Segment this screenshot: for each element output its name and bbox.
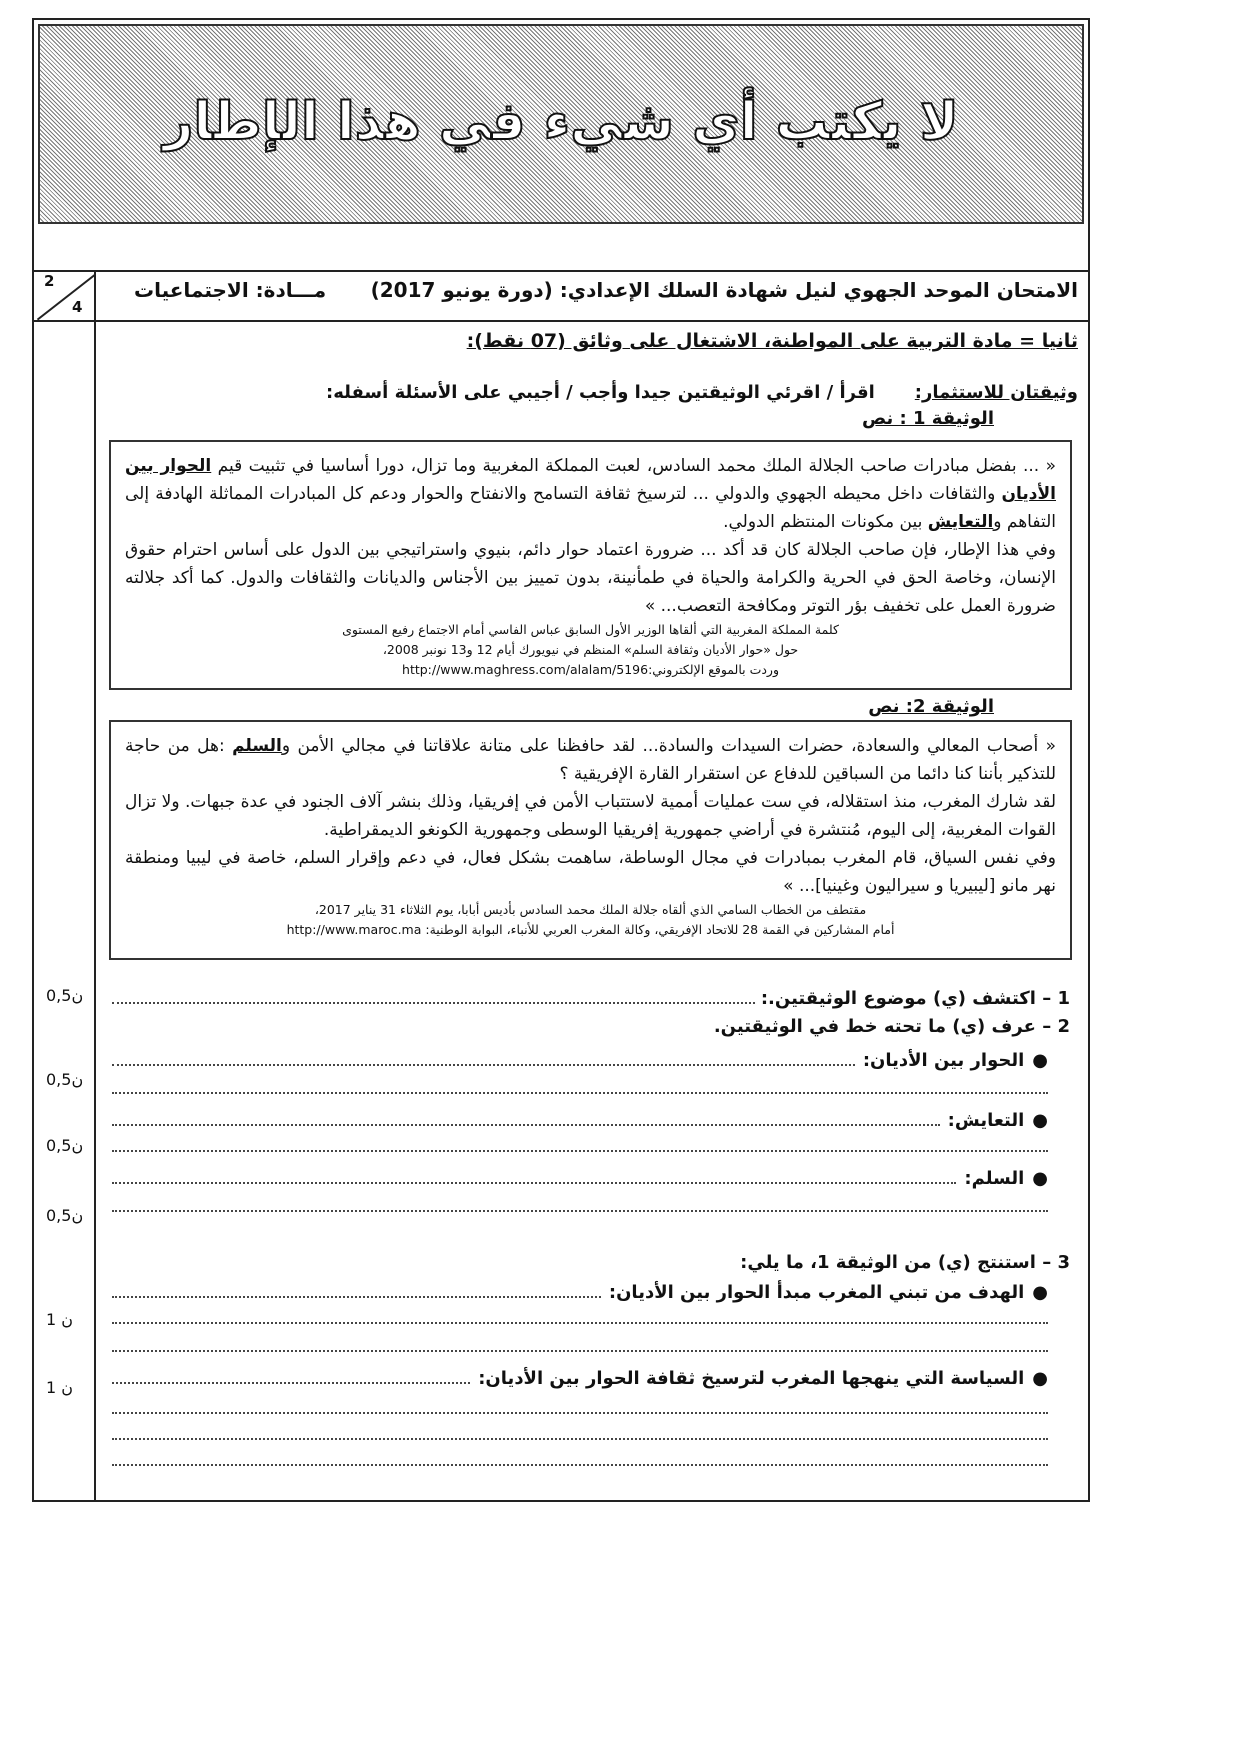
answer-line[interactable]	[112, 1150, 1048, 1152]
source: كلمة المملكة المغربية التي ألقاها الوزير الأول السابق عباس الفاسي أمام الاجتماع رفيع المستوى	[342, 622, 839, 637]
document-2	[109, 720, 1072, 960]
question-text: الحوار بين الأديان:	[862, 1050, 1025, 1071]
question-text: السلم:	[964, 1168, 1025, 1189]
answer-line[interactable]	[112, 1002, 755, 1004]
answer-line[interactable]	[112, 1412, 1048, 1414]
subject: مـــادة: الاجتماعيات	[134, 278, 327, 302]
question-text: 3 – استنتج (ي) من الوثيقة 1، ما يلي:	[740, 1252, 1070, 1273]
text: وفي هذا الإطار، فإن صاحب الجلالة كان قد أكد ... ضرورة اعتماد حوار دائم، بنيوي واستراتيجي بين الدول على أساس احترام حقوق الإنسان، وخاصة الحق في الحرية والكرامة والحياة في طمأنينة، بدون تمييز بين الأجناس والديانات والثقافات والدول. كما أكد جلالته ضرورة العمل على تخفيف بؤر التوتر ومكافحة التعصب... »	[125, 540, 1056, 616]
section-title: ثانيا = مادة التربية على المواطنة، الاشتغال على وثائق (07 نقط):	[466, 330, 1078, 352]
mark: 1 ن	[46, 1310, 74, 1329]
answer-line[interactable]	[112, 1064, 855, 1066]
answer-line[interactable]	[112, 1322, 1048, 1324]
question-2c	[112, 1168, 1048, 1189]
question-text: السياسة التي ينهجها المغرب لترسيخ ثقافة الحوار بين الأديان:	[478, 1368, 1025, 1389]
mark: 0,5ن	[46, 986, 84, 1005]
exam-header	[104, 278, 1078, 302]
bullet-icon: ●	[1032, 1368, 1048, 1389]
answer-line[interactable]	[112, 1438, 1048, 1440]
exam-page	[32, 18, 1090, 1502]
bullet-icon: ●	[1032, 1110, 1048, 1131]
answer-line[interactable]	[112, 1092, 1048, 1094]
source: وردت بالموقع الإلكتروني:http://www.maghress.com/alalam/5196	[402, 662, 779, 677]
doc2-title: الوثيقة 2: نص	[868, 696, 994, 717]
question-1	[112, 988, 1070, 1009]
text: بين مكونات المنتظم الدولي.	[723, 512, 928, 532]
question-text: 2 – عرف (ي) ما تحته خط في الوثيقتين.	[713, 1016, 1070, 1037]
instructions	[104, 382, 1078, 403]
question-3a	[112, 1282, 1048, 1303]
source: أمام المشاركين في القمة 28 للاتحاد الإفريقي، وكالة المغرب العربي للأنباء، البوابة الوطنية: http://www.maroc.ma	[286, 922, 895, 937]
answer-line[interactable]	[112, 1464, 1048, 1466]
question-2a	[112, 1050, 1048, 1071]
do-not-write-banner	[38, 24, 1084, 224]
answer-line[interactable]	[112, 1382, 470, 1384]
bullet-icon: ●	[1032, 1282, 1048, 1303]
text: لقد شارك المغرب، منذ استقلاله، في ست عمليات أممية لاستتباب الأمن في إفريقيا، وذلك بنشر آلاف الجنود في عدة جبهات. ولا تزال القوات المغربية، إلى اليوم، مُنتشرة في أراضي جمهورية إفريقيا الوسطى وجمهورية الكونغو الديمقراطية.	[125, 792, 1056, 840]
mark: 0,5ن	[46, 1206, 84, 1225]
text: والثقافات داخل محيطه الجهوي والدولي ... لترسيخ ثقافة التسامح والانفتاح والحوار ودعم كل المبادرات المماثلة الهادفة إلى التفاهم و	[125, 484, 1056, 532]
underlined-term: الحوار بين الأديان	[125, 456, 1056, 504]
margin-line	[94, 270, 96, 1500]
banner-title: لا يكتب أي شيء في هذا الإطار	[163, 92, 959, 152]
question-2	[112, 1016, 1070, 1037]
underlined-term: التعايش	[927, 512, 994, 532]
page-number: 2 4	[34, 270, 94, 320]
exam-title: الامتحان الموحد الجهوي لنيل شهادة السلك الإعدادي: (دورة يونيو 2017)	[370, 278, 1078, 302]
instructions-label: وثيقتان للاستثمار:	[914, 382, 1078, 403]
question-text: الهدف من تبني المغرب مبدأ الحوار بين الأديان:	[608, 1282, 1025, 1303]
mark: 0,5ن	[46, 1136, 84, 1155]
question-text: 1 – اكتشف (ي) موضوع الوثيقتين.:	[760, 988, 1070, 1009]
doc1-title: الوثيقة 1 : نص	[861, 408, 994, 429]
text: وفي نفس السياق، قام المغرب بمبادرات في مجال الوساطة، ساهمت بشكل فعال، في دعم وإقرار السلم، خاصة في ليبيا ومنطقة نهر مانو [ليبيريا و سيراليون وغينيا]... »	[125, 848, 1056, 896]
document-1	[109, 440, 1072, 690]
divider	[34, 270, 1088, 272]
instructions-text: اقرأ / اقرئي الوثيقتين جيدا وأجب / أجيبي على الأسئلة أسفله:	[326, 382, 875, 403]
question-3	[112, 1252, 1070, 1273]
text: « أصحاب المعالي والسعادة، حضرات السيدات والسادة... لقد حافظنا على متانة علاقاتنا في مجالي الأمن و	[281, 736, 1056, 756]
answer-line[interactable]	[112, 1124, 940, 1126]
text: « ... بفضل مبادرات صاحب الجلالة الملك محمد السادس، لعبت المملكة المغربية وما تزال، دورا أساسيا في تثبيت قيم	[211, 456, 1056, 476]
answer-line[interactable]	[112, 1296, 601, 1298]
answer-line[interactable]	[112, 1210, 1048, 1212]
bullet-icon: ●	[1032, 1050, 1048, 1071]
source: حول «حوار الأديان وثقافة السلم» المنظم في نيويورك أيام 12 و13 نونبر 2008،	[382, 642, 799, 657]
mark: 0,5ن	[46, 1070, 84, 1089]
answer-line[interactable]	[112, 1350, 1048, 1352]
underlined-term: السلم	[232, 736, 282, 756]
mark: 1 ن	[46, 1378, 74, 1397]
question-2b	[112, 1110, 1048, 1131]
divider	[34, 320, 1088, 322]
bullet-icon: ●	[1032, 1168, 1048, 1189]
question-3b	[112, 1368, 1048, 1389]
answer-line[interactable]	[112, 1182, 956, 1184]
source: مقتطف من الخطاب السامي الذي ألقاه جلالة الملك محمد السادس بأديس أبابا، يوم الثلاثاء 31 يناير 2017،	[314, 902, 867, 917]
text: :هل من حاجة للتذكير بأننا كنا دائما من السباقين للدفاع عن استقرار القارة الإفريقية ؟	[125, 736, 1056, 784]
question-text: التعايش:	[947, 1110, 1025, 1131]
